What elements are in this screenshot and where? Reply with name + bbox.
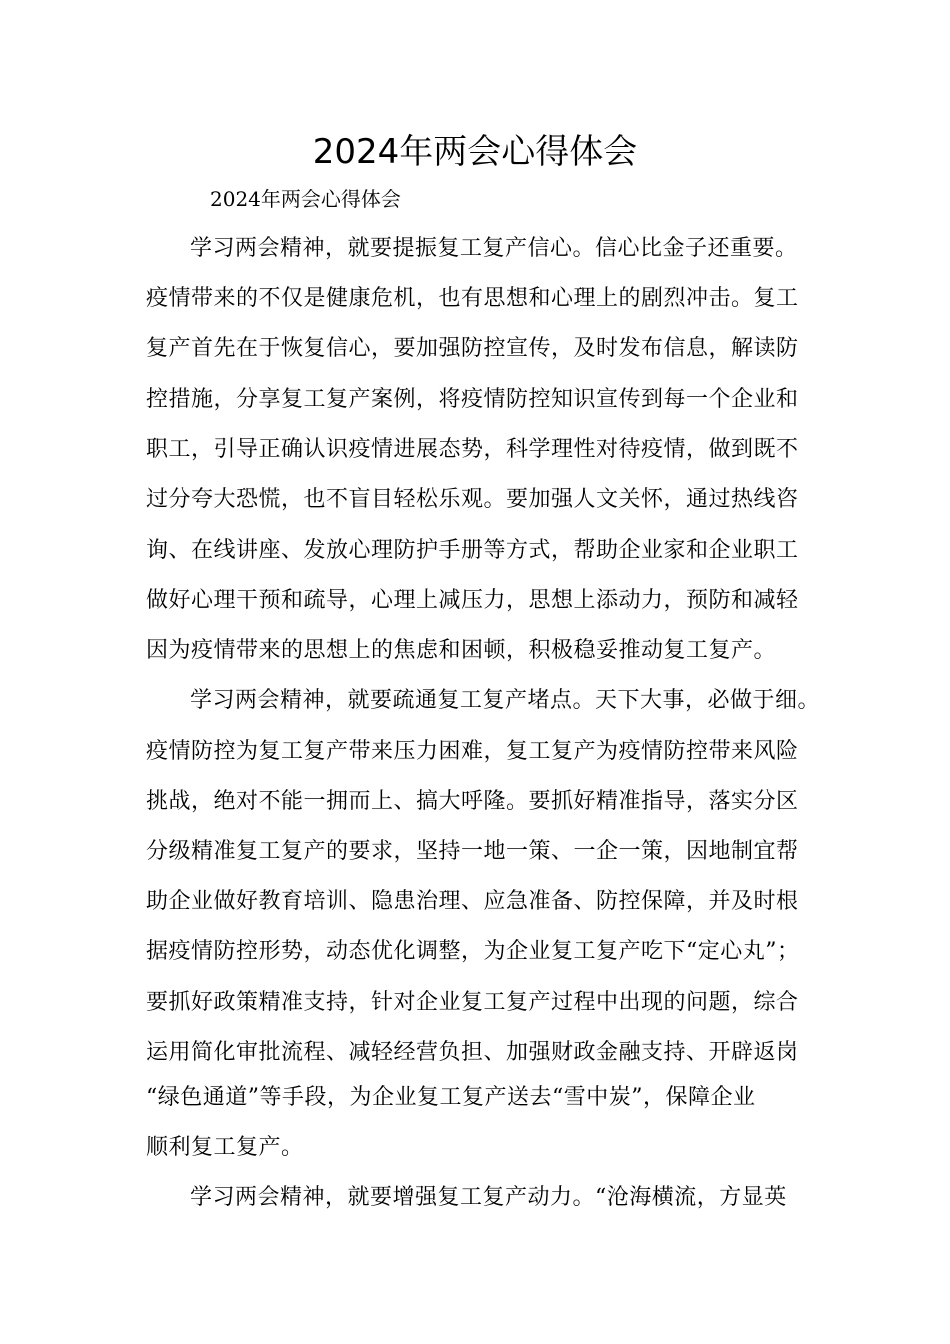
paragraph-1-line-6: 过分夸大恐慌，也不盲目轻松乐观。要加强人文关怀，通过热线咨 bbox=[146, 487, 799, 512]
paragraph-1-line-1: 学习两会精神，就要提振复工复产信心。信心比金子还重要。 bbox=[190, 236, 798, 261]
paragraph-2-line-6: 据疫情防控形势，动态优化调整，为企业复工复产吃下“定心丸”； bbox=[146, 939, 800, 964]
paragraph-2-line-3: 挑战，绝对不能一拥而上、搞大呼隆。要抓好精准指导，落实分区 bbox=[146, 789, 799, 814]
paragraph-1-line-5: 职工，引导正确认识疫情进展态势，科学理性对待疫情，做到既不 bbox=[146, 437, 799, 462]
paragraph-2-line-10: 顺利复工复产。 bbox=[146, 1135, 304, 1160]
paragraph-1-line-9: 因为疫情带来的思想上的焦虑和困顿，积极稳妥推动复工复产。 bbox=[146, 638, 777, 663]
paragraph-3-line-1: 学习两会精神，就要增强复工复产动力。“沧海横流，方显英 bbox=[190, 1185, 787, 1210]
paragraph-2-line-2: 疫情防控为复工复产带来压力困难，复工复产为疫情防控带来风险 bbox=[146, 739, 799, 764]
paragraph-2-line-4: 分级精准复工复产的要求，坚持一地一策、一企一策，因地制宜帮 bbox=[146, 839, 799, 864]
paragraph-1-line-4: 控措施，分享复工复产案例，将疫情防控知识宣传到每一个企业和 bbox=[146, 387, 799, 412]
paragraph-1-line-7: 询、在线讲座、发放心理防护手册等方式，帮助企业家和企业职工 bbox=[146, 538, 799, 563]
paragraph-2-line-9: “绿色通道”等手段，为企业复工复产送去“雪中炭”，保障企业 bbox=[146, 1085, 756, 1110]
paragraph-1-line-8: 做好心理干预和疏导，心理上减压力，思想上添动力，预防和减轻 bbox=[146, 588, 799, 613]
document-subtitle: 2024年两会心得体会 bbox=[210, 187, 401, 211]
paragraph-1-line-3: 复产首先在于恢复信心，要加强防控宣传，及时发布信息，解读防 bbox=[146, 336, 799, 361]
document-title: 2024年两会心得体会 bbox=[312, 132, 638, 172]
paragraph-2-line-1: 学习两会精神，就要疏通复工复产堵点。天下大事，必做于细。 bbox=[190, 688, 821, 713]
paragraph-2-line-8: 运用简化审批流程、减轻经营负担、加强财政金融支持、开辟返岗 bbox=[146, 1040, 799, 1065]
paragraph-1-line-2: 疫情带来的不仅是健康危机，也有思想和心理上的剧烈冲击。复工 bbox=[146, 286, 799, 311]
paragraph-2-line-5: 助企业做好教育培训、隐患治理、应急准备、防控保障，并及时根 bbox=[146, 889, 799, 914]
paragraph-2-line-7: 要抓好政策精准支持，针对企业复工复产过程中出现的问题，综合 bbox=[146, 990, 799, 1015]
